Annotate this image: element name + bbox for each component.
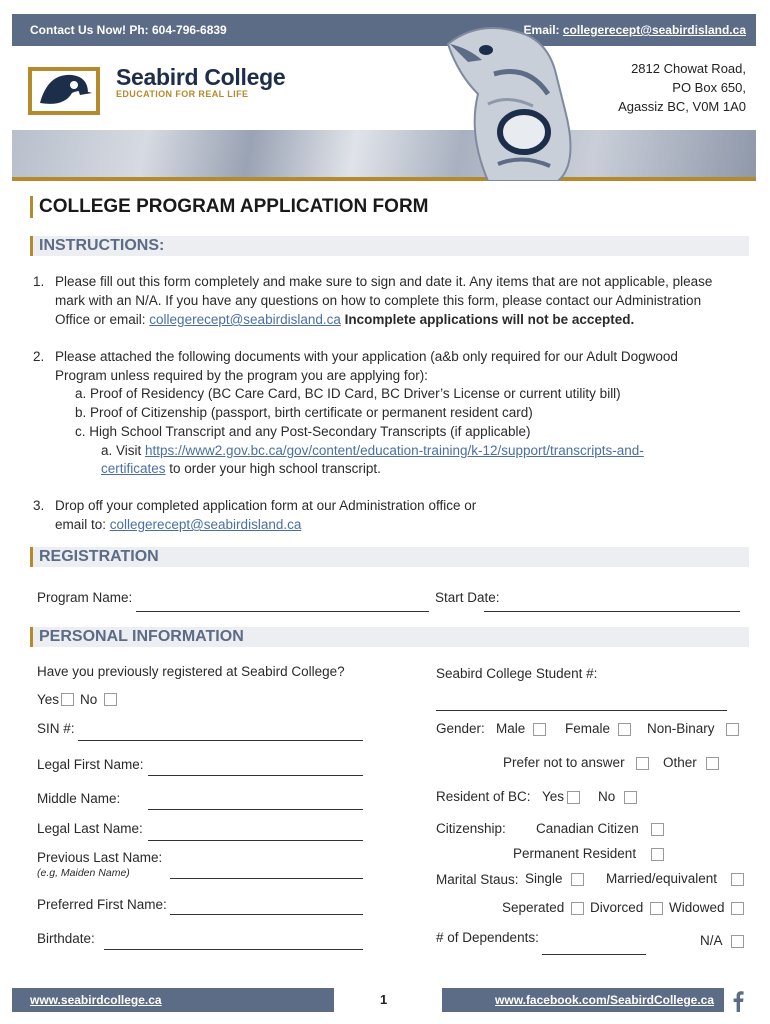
gender-male-checkbox[interactable] — [533, 723, 546, 736]
prev-no-label: No — [80, 692, 98, 707]
student-number-label: Seabird College Student #: — [436, 666, 598, 681]
gender-female-label: Female — [565, 721, 611, 736]
marital-single-label: Single — [525, 871, 563, 886]
contact-phone: Contact Us Now! Ph: 604-796-6839 — [30, 23, 227, 37]
program-name-field[interactable] — [136, 611, 429, 612]
marital-widowed-checkbox[interactable] — [731, 902, 744, 915]
gender-nonbinary-checkbox[interactable] — [726, 723, 739, 736]
instruction-3-line-2: email to: collegerecept@seabirdisland.ca — [55, 517, 302, 532]
transcript-link[interactable]: https://www2.gov.bc.ca/gov/content/education-training/k-12/support/transcripts-and- — [145, 443, 644, 458]
student-number-field[interactable] — [436, 710, 727, 711]
marital-status-label: Marital Staus: — [436, 872, 519, 887]
canadian-citizen-checkbox[interactable] — [651, 823, 664, 836]
middle-name-label: Middle Name: — [37, 791, 121, 806]
program-name-label: Program Name: — [37, 590, 133, 605]
form-title: COLLEGE PROGRAM APPLICATION FORM — [30, 196, 429, 218]
header-banner — [12, 130, 756, 177]
instruction-3-number: 3. — [33, 498, 45, 513]
header-divider — [12, 177, 756, 181]
preferred-first-label: Preferred First Name: — [37, 897, 167, 912]
previous-last-label: Previous Last Name: — [37, 850, 163, 865]
instructions-heading: INSTRUCTIONS: — [39, 237, 165, 254]
dependents-field[interactable] — [542, 954, 646, 955]
footer-facebook-link[interactable]: www.facebook.com/SeabirdCollege.ca — [495, 993, 714, 1007]
marital-divorced-checkbox[interactable] — [650, 902, 663, 915]
address-line-3: Agassiz BC, V0M 1A0 — [618, 99, 746, 114]
gender-prefer-not-checkbox[interactable] — [636, 757, 649, 770]
resident-yes-label: Yes — [542, 789, 565, 804]
instruction-2-number: 2. — [33, 349, 45, 364]
instruction-2-item-c-a-cont: certificates to order your high school transcript. — [101, 461, 381, 476]
resident-bc-label: Resident of BC: — [436, 789, 531, 804]
sin-field[interactable] — [78, 740, 363, 741]
instruction-2-line-2: Program unless required by the program you are applying for): — [55, 368, 428, 383]
marital-divorced-label: Divorced — [590, 900, 644, 915]
gender-nonbinary-label: Non-Binary — [647, 721, 715, 736]
instruction-1-number: 1. — [33, 274, 45, 289]
legal-last-field[interactable] — [148, 840, 363, 841]
sin-label: SIN #: — [37, 721, 75, 736]
birthdate-label: Birthdate: — [37, 931, 95, 946]
preferred-first-field[interactable] — [170, 914, 363, 915]
marital-married-label: Married/equivalent — [606, 871, 718, 886]
instructions-section-header — [30, 236, 749, 256]
dependents-label: # of Dependents: — [436, 930, 539, 945]
resident-no-label: No — [598, 789, 616, 804]
instruction-1-line-1: Please fill out this form completely and make sure to sign and date it. Any items that are not applicable, please — [55, 274, 713, 289]
instruction-1-line-3: Office or email: collegerecept@seabirdisland.ca Incomplete applications will not be accepted. — [55, 312, 635, 327]
gender-prefer-not-label: Prefer not to answer — [503, 755, 625, 770]
brand-name: Seabird College — [116, 64, 286, 90]
prev-no-checkbox[interactable] — [104, 693, 117, 706]
instruction-2-item-c-a: a. Visit https://www2.gov.bc.ca/gov/content/education-training/k-12/support/transcripts-and- — [101, 443, 644, 458]
instruction-2-line-1: Please attached the following documents with your application (a&b only required for our Adult Dogwood — [55, 349, 678, 364]
gender-male-label: Male — [496, 721, 526, 736]
legal-first-label: Legal First Name: — [37, 757, 144, 772]
gender-other-checkbox[interactable] — [706, 757, 719, 770]
marital-married-checkbox[interactable] — [731, 873, 744, 886]
dependents-na-checkbox[interactable] — [731, 935, 744, 948]
registration-heading: REGISTRATION — [39, 548, 159, 565]
marital-single-checkbox[interactable] — [571, 873, 584, 886]
start-date-label: Start Date: — [435, 590, 500, 605]
prev-yes-checkbox[interactable] — [61, 693, 74, 706]
contact-bar — [12, 14, 756, 46]
prev-yes-label: Yes — [37, 692, 60, 707]
permanent-resident-checkbox[interactable] — [651, 848, 664, 861]
marital-separated-label: Seperated — [502, 900, 565, 915]
marital-separated-checkbox[interactable] — [571, 902, 584, 915]
instruction-1-email-link[interactable]: collegerecept@seabirdisland.ca — [149, 312, 341, 327]
canadian-citizen-label: Canadian Citizen — [536, 821, 639, 836]
gender-label: Gender: — [436, 721, 485, 736]
gender-female-checkbox[interactable] — [618, 723, 631, 736]
instruction-1-warning: Incomplete applications will not be accepted. — [344, 312, 635, 327]
previous-last-field[interactable] — [170, 878, 363, 879]
contact-email: Email: collegerecept@seabirdisland.ca — [523, 23, 746, 37]
resident-no-checkbox[interactable] — [624, 791, 637, 804]
transcript-link-cont[interactable]: certificates — [101, 461, 166, 476]
page-number: 1 — [380, 992, 388, 1007]
instruction-3-line-1: Drop off your completed application form at our Administration office or — [55, 498, 477, 513]
facebook-icon[interactable] — [726, 988, 750, 1012]
registration-section-header — [30, 547, 749, 567]
permanent-resident-label: Permanent Resident — [513, 846, 637, 861]
address-line-2: PO Box 650, — [672, 80, 746, 95]
footer-facebook-bar — [442, 988, 724, 1012]
personal-section-header — [30, 627, 749, 647]
start-date-field[interactable] — [484, 611, 740, 612]
previous-last-hint: (e.g, Maiden Name) — [37, 867, 130, 879]
seabird-logo-icon — [28, 63, 100, 117]
middle-name-field[interactable] — [148, 809, 363, 810]
brand-tagline: EDUCATION FOR REAL LIFE — [116, 89, 249, 99]
marital-widowed-label: Widowed — [669, 900, 725, 915]
resident-yes-checkbox[interactable] — [567, 791, 580, 804]
personal-heading: PERSONAL INFORMATION — [39, 628, 244, 645]
instruction-2-item-a: a. Proof of Residency (BC Care Card, BC ID Card, BC Driver’s License or current utility bill) — [75, 386, 621, 401]
citizenship-label: Citizenship: — [436, 821, 506, 836]
eagle-emblem-icon — [438, 14, 608, 181]
contact-email-link[interactable]: collegerecept@seabirdisland.ca — [562, 23, 746, 37]
footer-website-link[interactable]: www.seabirdcollege.ca — [30, 993, 162, 1007]
instruction-3-email-link[interactable]: collegerecept@seabirdisland.ca — [109, 517, 302, 532]
birthdate-field[interactable] — [104, 949, 363, 950]
address-line-1: 2812 Chowat Road, — [631, 61, 746, 76]
footer-website-bar — [12, 988, 334, 1012]
prev-registered-label: Have you previously registered at Seabird College? — [37, 664, 345, 679]
legal-first-field[interactable] — [148, 775, 363, 776]
gender-other-label: Other — [663, 755, 697, 770]
legal-last-label: Legal Last Name: — [37, 821, 143, 836]
dependents-na-label: N/A — [700, 933, 723, 948]
instruction-2-item-c: c. High School Transcript and any Post-Secondary Transcripts (if applicable) — [75, 424, 531, 439]
instruction-2-item-b: b. Proof of Citizenship (passport, birth certificate or permanent resident card) — [75, 405, 533, 420]
instruction-1-line-2: mark with an N/A. If you have any questions on how to complete this form, please contact our Administration — [55, 293, 702, 308]
